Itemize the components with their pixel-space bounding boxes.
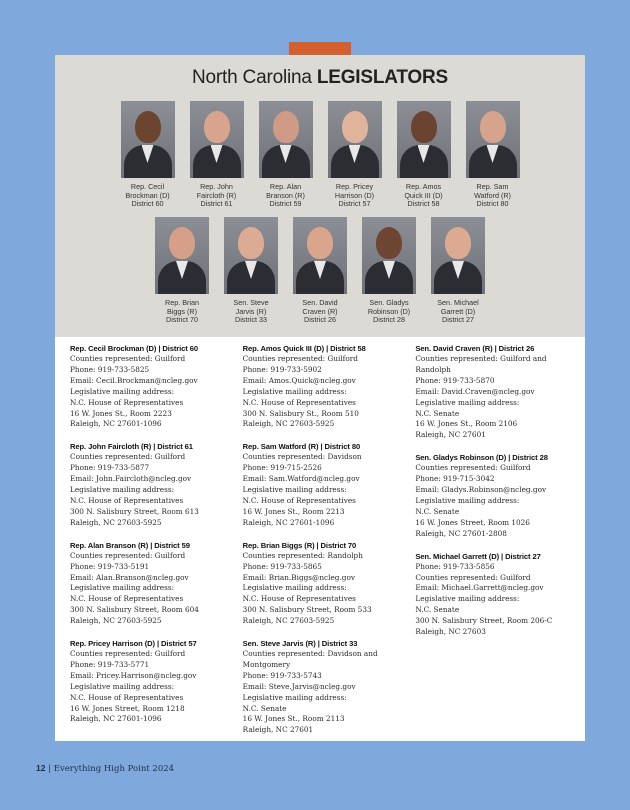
entry-line: Randolph <box>415 364 451 374</box>
portrait-caption <box>113 183 183 209</box>
legislator-entry <box>70 441 235 528</box>
legislator-portrait <box>155 217 209 294</box>
entry-line: N.C. House of Representatives <box>70 495 184 505</box>
legislator-entry <box>415 452 580 539</box>
entry-line: N.C. House of Representatives <box>242 594 356 604</box>
entry-line: Phone: 919-733-5856 <box>415 561 495 571</box>
entry-line: Raleigh, NC 27603-5925 <box>70 616 162 626</box>
entry-line: Email: Sam.Watford@ncleg.gov <box>242 474 360 484</box>
entry-line: Counties represented: Randolph <box>242 550 363 560</box>
entry-line: Counties represented: Davidson <box>242 452 362 462</box>
caption-line: District 61 <box>200 199 233 209</box>
caption-line: Biggs (R) <box>167 306 197 316</box>
legislator-portrait <box>224 217 278 294</box>
entry-line: Raleigh, NC 27601 <box>242 725 314 735</box>
caption-line: Craven (R) <box>302 306 338 316</box>
caption-line: Harrison (D) <box>334 190 375 200</box>
publication-name: Everything High Point 2024 <box>53 764 175 774</box>
entry-line: Raleigh, NC 27601-2808 <box>415 528 507 538</box>
caption-line: Rep. Amos <box>405 182 442 191</box>
entry-line: Raleigh, NC 27603-5925 <box>242 616 335 626</box>
portrait-caption <box>458 183 528 209</box>
legislator-entry <box>415 343 580 441</box>
entry-line: Counties represented: Davidson and <box>242 649 378 659</box>
entry-line: Phone: 919-733-5771 <box>70 659 150 669</box>
entry-line: Counties represented: Guilford and <box>415 354 547 363</box>
directory-columns <box>70 343 580 747</box>
entry-heading: Sen. Michael Garrett (D) | District 27 <box>415 551 541 561</box>
entry-line: Email: Brian.Biggs@ncleg.gov <box>242 572 355 582</box>
entry-line: 16 W. Jones St., Room 2213 <box>242 506 345 516</box>
entry-line: Counties represented: Guilford <box>70 550 186 560</box>
portrait-caption <box>251 183 321 209</box>
entry-line: Email: David.Craven@ncleg.gov <box>415 386 535 396</box>
entry-line: N.C. Senate <box>415 605 460 615</box>
legislator-card <box>465 101 520 209</box>
photo-header <box>55 55 585 337</box>
directory-column-2 <box>243 343 408 747</box>
entry-line: Phone: 919-733-5870 <box>415 375 495 385</box>
entry-line: 16 W. Jones St., Room 2106 <box>415 419 518 429</box>
entry-line: N.C. House of Representatives <box>242 397 356 407</box>
caption-line: Quick III (D) <box>404 190 443 200</box>
caption-line: District 28 <box>373 315 405 325</box>
entry-line: Raleigh, NC 27603-5925 <box>242 419 335 429</box>
entry-heading: Rep. Cecil Brockman (D) | District 60 <box>70 344 198 353</box>
legislator-card <box>224 217 279 325</box>
entry-line: Legislative mailing address: <box>70 583 175 593</box>
entry-line: N.C. House of Representatives <box>70 594 184 604</box>
entry-line: 16 W. Jones St., Room 2113 <box>242 714 345 724</box>
entry-heading: Rep. Amos Quick III (D) | District 58 <box>242 344 366 353</box>
entry-heading: Rep. Pricey Harrison (D) | District 57 <box>70 639 197 649</box>
entry-heading: Rep. Brian Biggs (R) | District 70 <box>242 540 357 550</box>
entry-line: Counties represented: Guilford <box>415 463 531 473</box>
legislator-portrait <box>362 217 416 294</box>
portrait-caption <box>216 299 286 325</box>
legislator-portrait <box>121 101 175 178</box>
portrait-caption <box>354 299 424 325</box>
title-bold: LEGISLATORS <box>316 67 448 88</box>
legislator-entry <box>243 638 408 736</box>
legislator-portrait <box>328 101 382 178</box>
entry-line: 300 N. Salisbury Street, Room 533 <box>242 605 372 615</box>
caption-line: District 27 <box>442 315 474 325</box>
entry-line: Email: Pricey.Harrison@ncleg.gov <box>70 670 197 680</box>
page-number: 12 <box>36 763 46 773</box>
caption-line: District 33 <box>235 315 267 325</box>
entry-heading: Sen. Steve Jarvis (R) | District 33 <box>242 639 358 649</box>
legislator-entry <box>243 343 408 430</box>
entry-line: Phone: 919-733-5902 <box>242 364 322 374</box>
caption-line: District 80 <box>476 199 509 209</box>
entry-line: N.C. Senate <box>415 506 460 516</box>
legislator-portrait <box>190 101 244 178</box>
entry-line: Legislative mailing address: <box>242 485 347 495</box>
portrait-caption <box>320 183 390 209</box>
caption-line: Rep. Brian <box>165 298 199 307</box>
entry-line: Legislative mailing address: <box>70 485 175 495</box>
legislator-card <box>396 101 451 209</box>
entry-line: 300 N. Salisbury Street, Room 206-C <box>415 616 553 626</box>
directory-column-3 <box>415 343 580 747</box>
caption-line: Rep. Cecil <box>130 182 165 191</box>
caption-line: Rep. Sam <box>476 182 509 191</box>
portrait-caption <box>285 299 355 325</box>
entry-line: Raleigh, NC 27601-1096 <box>70 714 162 724</box>
legislator-entry <box>415 551 580 638</box>
entry-line: Legislative mailing address: <box>415 594 520 604</box>
caption-line: District 57 <box>338 199 371 209</box>
entry-line: Email: Amos.Quick@ncleg.gov <box>242 375 356 385</box>
entry-line: Counties represented: Guilford <box>242 354 358 363</box>
portrait-caption <box>423 299 493 325</box>
legislator-portrait <box>431 217 485 294</box>
entry-line: 16 W. Jones Street, Room 1218 <box>70 703 185 713</box>
entry-line: N.C. House of Representatives <box>242 495 356 505</box>
legislator-portrait <box>293 217 347 294</box>
legislators-panel <box>55 55 585 741</box>
entry-line: 300 N. Salisbury Street, Room 613 <box>70 506 199 516</box>
entry-line: 16 W. Jones St., Room 2223 <box>70 408 172 418</box>
entry-heading: Sen. Gladys Robinson (D) | District 28 <box>415 453 548 463</box>
legislator-portrait <box>259 101 313 178</box>
entry-line: Raleigh, NC 27603 <box>415 627 486 637</box>
entry-line: Legislative mailing address: <box>70 681 175 691</box>
entry-line: 300 N. Salisbury St., Room 510 <box>242 408 359 418</box>
caption-line: Rep. John <box>200 182 233 191</box>
photo-row-2 <box>55 217 585 325</box>
entry-line: Counties represented: Guilford <box>70 354 186 363</box>
caption-line: Jarvis (R) <box>235 306 267 316</box>
legislator-card <box>258 101 313 209</box>
entry-line: Legislative mailing address: <box>242 692 347 702</box>
page-title <box>55 67 585 89</box>
entry-line: Email: Gladys.Robinson@ncleg.gov <box>415 485 547 495</box>
caption-line: District 70 <box>166 315 198 325</box>
entry-line: Phone: 919-733-5877 <box>70 463 150 473</box>
caption-line: Watford (R) <box>474 190 511 200</box>
caption-line: District 26 <box>304 315 336 325</box>
caption-line: Sen. David <box>302 298 338 307</box>
caption-line: Garrett (D) <box>440 306 476 316</box>
caption-line: Faircloth (R) <box>196 190 237 200</box>
legislator-card <box>431 217 486 325</box>
entry-line: Phone: 919-733-5743 <box>242 670 322 680</box>
legislator-entry <box>70 343 235 430</box>
legislator-entry <box>70 638 235 725</box>
caption-line: Robinson (D) <box>367 306 411 316</box>
legislator-portrait <box>466 101 520 178</box>
entry-line: Phone: 919-733-5865 <box>242 561 322 571</box>
caption-line: Branson (R) <box>266 190 305 200</box>
entry-line: N.C. Senate <box>415 408 460 418</box>
entry-heading: Sen. David Craven (R) | District 26 <box>415 344 535 353</box>
entry-line: N.C. Senate <box>242 703 287 713</box>
entry-line: Legislative mailing address: <box>70 386 175 396</box>
entry-line: Raleigh, NC 27601-1096 <box>242 517 335 527</box>
legislator-entry <box>243 441 408 528</box>
entry-line: Counties represented: Guilford <box>70 649 186 659</box>
caption-line: Sen. Michael <box>437 298 479 307</box>
caption-line: District 58 <box>407 199 440 209</box>
entry-line: N.C. House of Representatives <box>70 397 184 407</box>
entry-line: Phone: 919-733-5825 <box>70 364 150 374</box>
entry-line: N.C. House of Representatives <box>70 692 184 702</box>
entry-line: Legislative mailing address: <box>242 386 347 396</box>
entry-line: Counties represented: Guilford <box>415 572 531 582</box>
entry-line: 300 N. Salisbury Street, Room 604 <box>70 605 199 615</box>
legislator-card <box>155 217 210 325</box>
entry-heading: Rep. Alan Branson (R) | District 59 <box>70 540 190 550</box>
entry-heading: Rep. Sam Watford (R) | District 80 <box>242 442 361 452</box>
caption-line: Brockman (D) <box>125 190 170 200</box>
entry-line: Raleigh, NC 27601-1096 <box>70 419 162 429</box>
entry-line: Email: Alan.Branson@ncleg.gov <box>70 572 189 582</box>
entry-line: Email: Cecil.Brockman@ncleg.gov <box>70 375 198 385</box>
entry-line: Raleigh, NC 27601 <box>415 430 486 440</box>
caption-line: District 59 <box>269 199 302 209</box>
legislator-card <box>327 101 382 209</box>
page-footer <box>36 763 174 774</box>
entry-line: Phone: 919-733-5191 <box>70 561 150 571</box>
title-light: North Carolina <box>192 67 312 88</box>
footer-separator: | <box>45 764 54 774</box>
caption-line: Rep. Alan <box>269 182 302 191</box>
entry-line: Montgomery <box>242 659 291 669</box>
portrait-caption <box>389 183 459 209</box>
legislator-entry <box>70 540 235 627</box>
entry-line: Legislative mailing address: <box>415 397 520 407</box>
entry-line: Legislative mailing address: <box>242 583 347 593</box>
entry-line: Email: John.Faircloth@ncleg.gov <box>70 474 192 484</box>
entry-heading: Rep. John Faircloth (R) | District 61 <box>70 442 193 452</box>
legislator-card <box>120 101 175 209</box>
directory-column-1 <box>70 343 235 747</box>
entry-line: Counties represented: Guilford <box>70 452 186 462</box>
legislator-portrait <box>397 101 451 178</box>
legislator-entry <box>243 540 408 627</box>
portrait-caption <box>147 299 217 325</box>
legislator-card <box>293 217 348 325</box>
legislator-card <box>362 217 417 325</box>
caption-line: Rep. Pricey <box>335 182 374 191</box>
legislator-card <box>189 101 244 209</box>
portrait-caption <box>182 183 252 209</box>
entry-line: Email: Michael.Garrett@ncleg.gov <box>415 583 544 593</box>
entry-line: Email: Steve.Jarvis@ncleg.gov <box>242 681 356 691</box>
photo-row-1 <box>55 101 585 209</box>
entry-line: Raleigh, NC 27603-5925 <box>70 517 162 527</box>
caption-line: Sen. Steve <box>233 298 269 307</box>
entry-line: Phone: 919-715-3042 <box>415 474 495 484</box>
entry-line: Phone: 919-715-2526 <box>242 463 322 473</box>
entry-line: Legislative mailing address: <box>415 495 520 505</box>
caption-line: District 60 <box>131 199 164 209</box>
entry-line: 16 W. Jones Street, Room 1026 <box>415 517 530 527</box>
caption-line: Sen. Gladys <box>369 298 409 307</box>
